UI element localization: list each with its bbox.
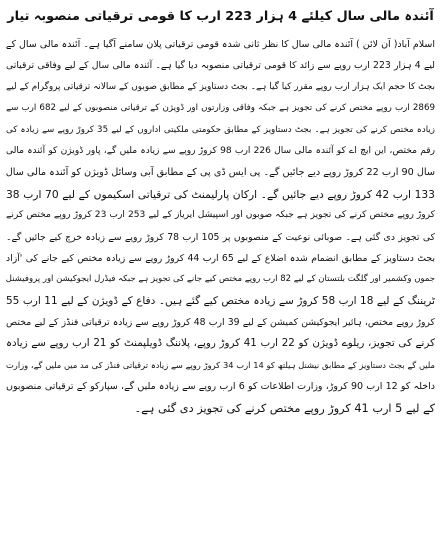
article-line: کرنے کی تجویز، ریلوے ڈویژن کو 22 ارب 41 کروڑ روپے، پلاننگ ڈویلپمنٹ کو 21 ارب روپے سے زیادہ bbox=[6, 337, 435, 350]
article-line: زیادہ مختص کرنے کی تجویز ہے۔ بجٹ دستاویز کے مطابق حکومتی ملکیتی اداروں کے لیے 35 کروڑ روپے سے زیادہ کی bbox=[6, 124, 435, 135]
article-line: داخلہ کو 12 ارب 90 کروڑ، وزارت اطلاعات کو 6 ارب روپے سے زیادہ ملیں گے، سپارکو کے ترقیاتی منصوبوں bbox=[6, 381, 435, 393]
article-body bbox=[6, 34, 435, 419]
article-line: ٹریننگ کے لیے 18 ارب 58 کروڑ سے زیادہ مختص کیے گئے ہیں۔ دفاع کے ڈویژن کے لیے 11 ارب 55 bbox=[6, 294, 435, 307]
article-line: بجٹ کا حجم ایک ہزار ارب روپے مقرر کیا گیا ہے۔ بجٹ دستاویز کے مطابق صوبوں کے سالانہ ترقیاتی پروگرام کے لیے bbox=[6, 81, 435, 92]
article-line: کی تجویز دی گئی ہے۔ صوبائی نوعیت کے منصوبوں پر 105 ارب 78 کروڑ روپے سے زیادہ خرچ کیے جائیں گے۔ bbox=[6, 231, 435, 243]
article-line: 133 ارب 42 کروڑ روپے دیے جائیں گے۔ ارکان پارلیمنٹ کی ترقیاتی اسکیموں کے لیے 70 ارب 38 bbox=[6, 187, 435, 201]
article-line: جموں وکشمیر اور گلگت بلتستان کے لیے 82 ارب روپے مختص کیے جانے کی تجویز ہے جبکہ فیڈرل ایجوکیشن اور پروفیشنل bbox=[6, 274, 435, 285]
article-line: کروڑ روپے مختص، ہائیر ایجوکیشن کمیشن کے لیے 39 ارب 48 کروڑ روپے سے زیادہ ترقیاتی فنڈز کے لیے مختص bbox=[6, 317, 435, 329]
article-line: لیے 4 ہزار 223 ارب روپے سے زائد کا قومی ترقیاتی منصوبہ دیا گیا ہے۔ آئندہ مالی سال کے لیے وفاقی ترقیاتی bbox=[6, 60, 435, 72]
article-line: سال 90 ارب 22 کروڑ روپے دیے جائیں گے۔ پی ایس ڈی پی کے مطابق آبی وسائل ڈویژن کو آئندہ مالی سال bbox=[6, 167, 435, 179]
article-line: کروڑ روپے مختص کرنے کی تجویز ہے جبکہ صوبوں اور اسپیشل ایریاز کے لیے 253 ارب 23 کروڑ روپے مختص کرنے bbox=[6, 210, 435, 221]
article-line: بجٹ دستاویز کے مطابق انضمام شدہ اضلاع کے لیے 65 ارب 44 کروڑ روپے سے زیادہ مختص کیے جانے کی 'آزاد bbox=[6, 252, 435, 264]
article-line: اسلام آباد( آن لائن ) آئندہ مالی سال کا نظر ثانی شدہ قومی ترقیاتی پلان سامنے آگیا ہے۔ آئندہ مالی سال کے bbox=[6, 39, 435, 50]
headline: آئندہ مالی سال کیلئے 4 ہزار 223 ارب کا قومی ترقیاتی منصوبہ تیار bbox=[7, 9, 434, 24]
article-line: رقم مختص، این ایچ اے کو آئندہ مالی سال 226 ارب 98 کروڑ روپے سے زیادہ ملیں گے، پاور ڈویژن کو آئندہ مالی bbox=[6, 145, 435, 156]
article-line: کے لیے 5 ارب 41 کروڑ روپے مختص کرنے کی تجویز دی گئی ہے۔ bbox=[134, 401, 435, 415]
article-line: ملیں گے بجٹ دستاویز کے مطابق نیشنل ہیلتھ کو 14 ارب 34 کروڑ روپے سے زیادہ ترقیاتی فنڈز کی مد میں ملیں گے، وزارت bbox=[6, 359, 435, 370]
article-line: 2869 ارب روپے مختص کرنے کی تجویز ہے جبکہ وفاقی وزارتوں اور ڈویژن کے ترقیاتی منصوبوں کے لیے 682 ارب سے bbox=[6, 103, 435, 114]
